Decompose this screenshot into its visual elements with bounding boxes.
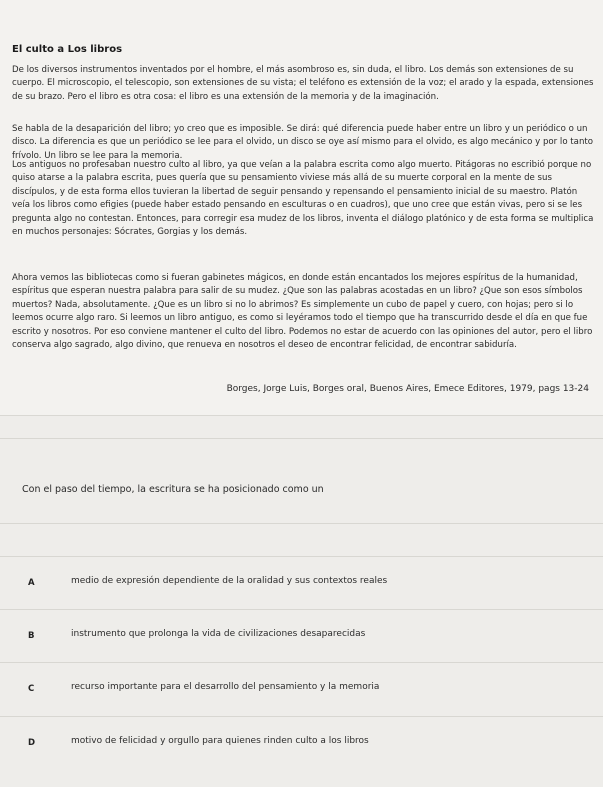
option-a[interactable] [0,566,603,600]
divider [0,716,603,717]
option-b[interactable] [0,619,603,653]
divider [0,662,603,663]
divider [0,556,603,557]
option-letter: A [28,578,35,588]
option-c[interactable] [0,672,603,706]
passage-paragraph-1: De los diversos instrumentos inventados por el hombre, el más asombroso es, sin duda, el libro. Los demás son extensiones de su cuerpo. El microscopio, el telescopio, son extensiones de su vista; el teléfono es extensión de la voz; el arado y la espada, extensiones de su brazo. Pero el libro es otra cosa: el libro es una extensión de la memoria y de la imaginación. [12,65,594,102]
option-letter: C [28,684,35,694]
passage-paragraph-2: Se habla de la desaparición del libro; yo creo que es imposible. Se dirá: qué diferencia puede haber entre un libro y un periódico o un disco. La diferencia es que un periódico se lee para el olvido, un disco se oye así mismo para el olvido, es algo mecánico y por lo tanto frívolo. Un libro se lee para la memoria. [12,124,594,161]
option-text: recurso importante para el desarrollo del pensamiento y la memoria [71,682,380,692]
passage-title: El culto a Los libros [12,44,123,55]
divider [0,438,603,439]
option-text: motivo de felicidad y orgullo para quienes rinden culto a los libros [71,736,369,746]
option-letter: D [28,738,36,748]
question-stem: Con el paso del tiempo, la escritura se ha posicionado como un [22,484,324,495]
passage-source: Borges, Jorge Luis, Borges oral, Buenos Aires, Emece Editores, 1979, pags 13-24 [226,384,589,394]
option-letter: B [28,631,35,641]
divider [0,609,603,610]
option-text: medio de expresión dependiente de la oralidad y sus contextos reales [71,576,388,586]
passage-paragraph-3: Los antiguos no profesaban nuestro culto al libro, ya que veían a la palabra escrita como algo muerto. Pitágoras no escribió porque no quiso atarse a la palabra escrita, pues quería que su pensamiento viviese más allá de su muerte corporal en la mente de sus discípulos, y de esta forma ellos tuvieran la libertad de seguir pensando y repensando el pensamiento inicial de su maestro. Platón veía los libros como efigies (puede haber estado pensando en esculturas o en cuadros), que uno cree que están vivas, pero si se les pregunta algo no contestan. Entonces, para corregir esa mudez de los libros, inventa el diálogo platónico y de esta forma se multiplica en muchos personajes: Sócrates, Gorgias y los demás. [12,160,594,238]
option-text: instrumento que prolonga la vida de civilizaciones desaparecidas [71,629,366,639]
option-d[interactable] [0,726,603,760]
divider [0,523,603,524]
passage-paragraph-4: Ahora vemos las bibliotecas como si fueran gabinetes mágicos, en donde están encantados los mejores espíritus de la humanidad, espíritus que esperan nuestra palabra para salir de su mudez. ¿Que son las palabras acostadas en un libro? ¿Que son esos símbolos muertos? Nada, absolutamente. ¿Que es un libro si no lo abrimos? Es simplemente un cubo de papel y cuero, con hojas; pero si lo leemos ocurre algo raro. Si leemos un libro antiguo, es como si leyéramos todo el tiempo que ha transcurrido desde el día en que fue escrito y nosotros. Por eso conviene mantener el culto del libro. Podemos no estar de acuerdo con las opiniones del autor, pero el libro conserva algo sagrado, algo divino, que renueva en nosotros el deseo de encontrar felicidad, de encontrar sabiduría. [12,273,593,351]
